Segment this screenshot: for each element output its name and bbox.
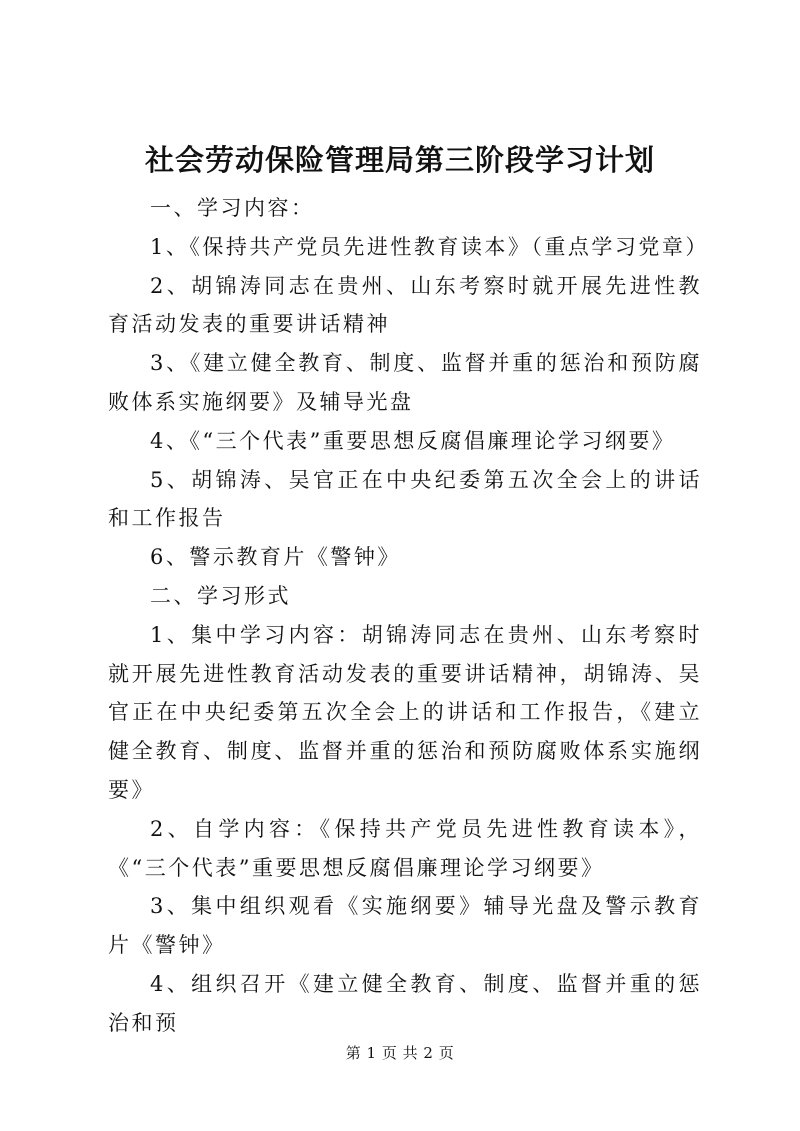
content-item-1: 1、《保持共产党员先进性教育读本》（重点学习党章） [150, 234, 709, 259]
form-item-1: 1、集中学习内容：胡锦涛同志在贵州、山东考察时就开展先进性教育活动发表的重要讲话精神，胡锦涛、吴官正在中央纪委第五次全会上的讲话和工作报告，《建立健全教育、制度、监督并重的惩治和预防腐败体系实施纲要》 [108, 622, 702, 802]
section-heading-content: 一、学习内容： [150, 196, 315, 220]
document-title: 社会劳动保险管理局第三阶段学习计划 [144, 143, 655, 177]
section-heading-form: 二、学习形式 [150, 583, 291, 608]
form-item-4: 4、组织召开《建立健全教育、制度、监督并重的惩治和预 [108, 971, 702, 1035]
content-item-5: 5、胡锦涛、吴官正在中央纪委第五次全会上的讲话和工作报告 [108, 467, 702, 531]
document-body [108, 189, 709, 1043]
form-item-3: 3、集中组织观看《实施纲要》辅导光盘及警示教育片《警钟》 [108, 894, 702, 958]
page-footer: 第 1 页 共 2 页 [345, 1044, 455, 1062]
content-item-6: 6、警示教育片《警钟》 [150, 545, 401, 570]
content-item-2: 2、胡锦涛同志在贵州、山东考察时就开展先进性教育活动发表的重要讲话精神 [108, 273, 702, 337]
content-item-3: 3、《建立健全教育、制度、监督并重的惩治和预防腐败体系实施纲要》及辅导光盘 [108, 351, 702, 414]
content-item-4: 4、《“三个代表”重要思想反腐倡廉理论学习纲要》 [150, 428, 676, 453]
form-item-2: 2、自学内容：《保持共产党员先进性教育读本》，《“三个代表”重要思想反腐倡廉理论学习纲要》 [108, 816, 702, 880]
